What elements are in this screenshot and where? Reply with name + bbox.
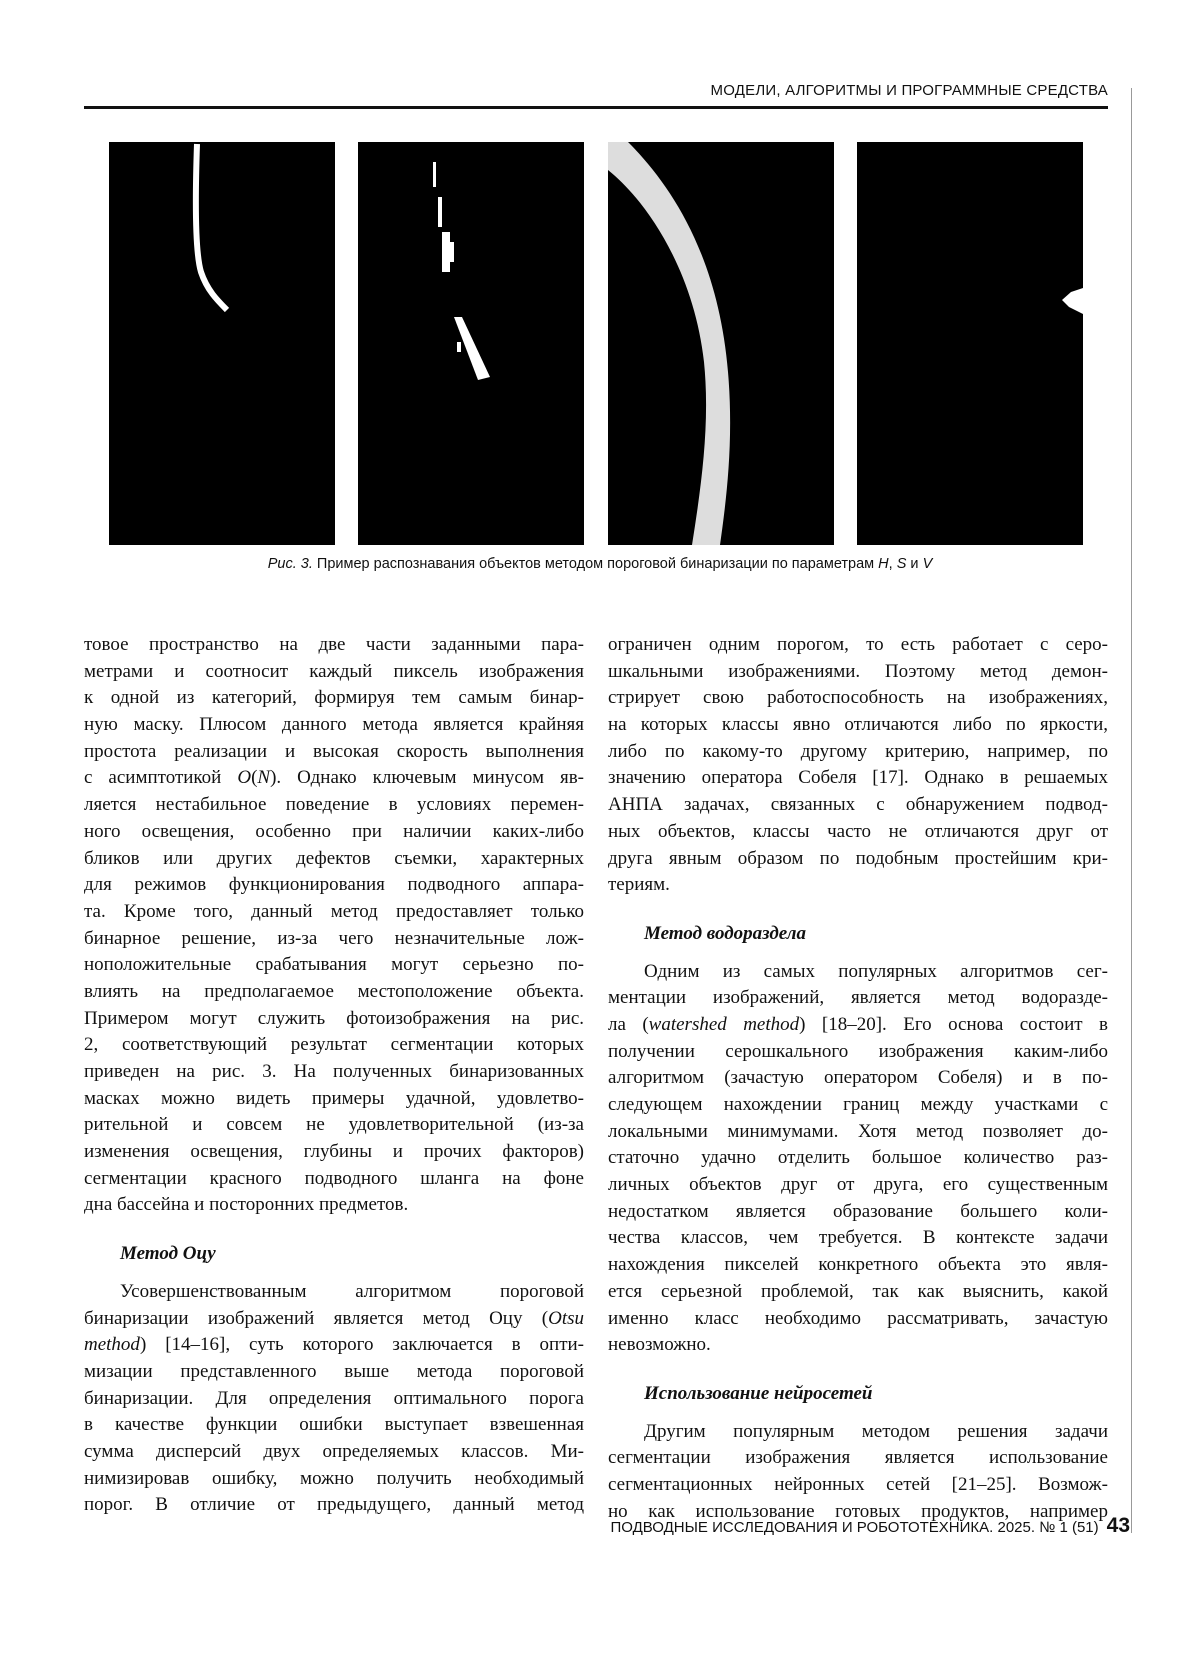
text-line: в качестве функции ошибки выступает взвешенная bbox=[84, 1414, 584, 1436]
section-heading: Использование нейросетей bbox=[644, 1382, 873, 1404]
text-line: 2, соответствующий результат сегментации которых bbox=[84, 1034, 584, 1056]
text-line: сумма дисперсий двух определяемых классов. Ми- bbox=[84, 1440, 584, 1462]
text-line: к одной из категорий, формируя тем самым бинар- bbox=[84, 687, 584, 709]
italic-text: watershed method bbox=[648, 1013, 800, 1035]
text-line: териям. bbox=[608, 874, 670, 896]
italic-text: method bbox=[84, 1334, 140, 1356]
text-line: сегментации красного подводного шланга на фоне bbox=[84, 1167, 584, 1189]
text-line: ментации изображений, является метод водоразде- bbox=[608, 987, 1108, 1009]
page-edge-rule bbox=[1131, 88, 1132, 1533]
text-line: АНПА задачах, связанных с обнаружением подвод- bbox=[608, 794, 1108, 816]
text-line: друга явным образом по подобным простейшим кри- bbox=[608, 847, 1108, 869]
caption-label: Рис. 3. bbox=[267, 556, 313, 572]
text-segment: с асимптотикой bbox=[84, 767, 238, 789]
text-line: личных объектов друг от друга, его существенным bbox=[608, 1174, 1108, 1196]
text-segment: ) [14–16], суть которого заключается в опти- bbox=[139, 1334, 584, 1356]
text-line: товое пространство на две части заданными пара- bbox=[84, 634, 584, 655]
text-line: статочно удачно отделить большое количество раз- bbox=[608, 1147, 1108, 1169]
header-rule bbox=[84, 106, 1108, 109]
text-line: недостатком является образование большего коли- bbox=[608, 1200, 1108, 1222]
figure-panel-4 bbox=[857, 142, 1083, 545]
text-line: локальными минимумами. Хотя метод позволяет до- bbox=[608, 1120, 1108, 1142]
text-line: Усовершенствованным алгоритмом пороговой bbox=[120, 1280, 584, 1302]
text-line: бликов или других дефектов съемки, характерных bbox=[84, 847, 584, 869]
caption-s: S bbox=[896, 556, 907, 572]
figure-panel-2 bbox=[358, 142, 584, 545]
caption-sep: , bbox=[888, 556, 897, 572]
text-line: масках можно видеть примеры удачной, удовлетво- bbox=[84, 1087, 584, 1109]
text-line: чества классов, чем требуется. В контексте задачи bbox=[608, 1227, 1108, 1249]
text-segment: ла ( bbox=[608, 1013, 649, 1035]
text-line: получении серошкального изображения каким-либо bbox=[608, 1040, 1108, 1062]
text-line: сегментации изображения является использование bbox=[608, 1447, 1108, 1469]
text-line: ограничен одним порогом, то есть работает с серо- bbox=[608, 634, 1108, 655]
text-line: порог. В отличие от предыдущего, данный метод bbox=[84, 1494, 584, 1516]
text-line: мизации представленного выше метода пороговой bbox=[84, 1360, 584, 1382]
text-line: ных объектов, классы часто не отличаются друг от bbox=[608, 820, 1108, 842]
right-column bbox=[608, 632, 1108, 1525]
text-line bbox=[608, 1012, 1108, 1039]
page-number: 43 bbox=[1106, 1514, 1130, 1537]
caption-v: V bbox=[922, 556, 933, 572]
text-line: рительной и совсем не удовлетворительной (из-за bbox=[84, 1114, 584, 1136]
text-line: ется серьезной проблемой, так как выяснить, какой bbox=[608, 1280, 1108, 1302]
section-heading: Метод Оцу bbox=[120, 1243, 216, 1265]
text-line: изменения освещения, глубины и прочих факторов) bbox=[84, 1141, 584, 1163]
text-line: нахождения пикселей конкретного объекта это явля- bbox=[608, 1254, 1108, 1276]
text-line: простота реализации и высокая скорость выполнения bbox=[84, 740, 584, 762]
text-line bbox=[84, 1306, 584, 1333]
figure-panel-1 bbox=[109, 142, 335, 545]
text-line: Одним из самых популярных алгоритмов сег- bbox=[644, 960, 1108, 982]
text-line: именно класс необходимо рассматривать, зачастую bbox=[608, 1307, 1108, 1329]
text-line bbox=[84, 1332, 584, 1359]
text-line: бинаризации. Для определения оптимального порога bbox=[84, 1387, 584, 1409]
text-line: невозможно. bbox=[608, 1334, 711, 1356]
caption-h: H bbox=[878, 556, 889, 572]
text-line: метрами и соотносит каждый пиксель изображения bbox=[84, 660, 584, 682]
section-heading: Метод водораздела bbox=[644, 922, 806, 944]
left-column bbox=[84, 632, 584, 1519]
page-footer bbox=[611, 1514, 1130, 1538]
figure-panel-3 bbox=[608, 142, 834, 545]
text-line: алгоритмом (зачастую оператором Собеля) и в по- bbox=[608, 1067, 1108, 1089]
text-line: но как использование готовых продуктов, например bbox=[608, 1500, 1108, 1522]
text-line: ляется нестабильное поведение в условиях перемен- bbox=[84, 794, 584, 816]
text-line: ноположительные срабатывания могут серьезно по- bbox=[84, 954, 584, 976]
text-segment: ) [18–20]. Его основа состоит в bbox=[799, 1013, 1108, 1035]
text-line: влиять на предполагаемое местоположение объекта. bbox=[84, 980, 584, 1002]
text-line: шкальными изображениями. Поэтому метод демон- bbox=[608, 660, 1108, 682]
text-segment: ). Однако ключевым минусом яв- bbox=[270, 767, 584, 789]
text-line: та. Кроме того, данный метод предоставляет только bbox=[84, 900, 584, 922]
text-line: следующем нахождении границ между участками с bbox=[608, 1094, 1108, 1115]
text-line: бинарное решение, из-за чего незначительные лож- bbox=[84, 927, 584, 949]
figure-caption bbox=[0, 556, 1200, 572]
text-line: стрирует свою работоспособность на изображениях, bbox=[608, 687, 1108, 709]
running-head: МОДЕЛИ, АЛГОРИТМЫ И ПРОГРАММНЫЕ СРЕДСТВА bbox=[710, 82, 1108, 99]
text-line: Другим популярным методом решения задачи bbox=[644, 1420, 1108, 1442]
text-line: нимизировав ошибку, можно получить необходимый bbox=[84, 1467, 584, 1489]
text-line bbox=[84, 765, 584, 792]
italic-text: O bbox=[237, 767, 252, 789]
caption-text: Пример распознавания объектов методом пороговой бинаризации по параметрам bbox=[312, 556, 879, 572]
text-line: Примером могут служить фотоизображения на рис. bbox=[84, 1007, 584, 1029]
italic-text: Otsu bbox=[548, 1307, 584, 1329]
text-line: сегментационных нейронных сетей [21–25]. Возмож- bbox=[608, 1473, 1108, 1495]
caption-and: и bbox=[906, 556, 923, 572]
text-line: дна бассейна и посторонних предметов. bbox=[84, 1194, 409, 1216]
text-line: приведен на рис. 3. На полученных бинаризованных bbox=[84, 1061, 584, 1082]
text-segment: ( bbox=[251, 767, 258, 789]
text-line: на которых классы явно отличаются либо по яркости, bbox=[608, 714, 1108, 736]
text-segment: бинаризации изображений является метод Оцу ( bbox=[84, 1307, 549, 1329]
italic-text: N bbox=[257, 767, 271, 789]
text-line: для режимов функционирования подводного аппара- bbox=[84, 874, 584, 896]
text-line: либо по какому-то другому критерию, например, по bbox=[608, 740, 1108, 762]
journal-name: ПОДВОДНЫЕ ИССЛЕДОВАНИЯ И РОБОТОТЕХНИКА. 2025. № 1 (51) bbox=[610, 1519, 1099, 1536]
text-line: значению оператора Собеля [17]. Однако в решаемых bbox=[608, 767, 1108, 789]
text-line: ного освещения, особенно при наличии каких-либо bbox=[84, 820, 584, 842]
text-line: ную маску. Плюсом данного метода является крайняя bbox=[84, 714, 584, 736]
